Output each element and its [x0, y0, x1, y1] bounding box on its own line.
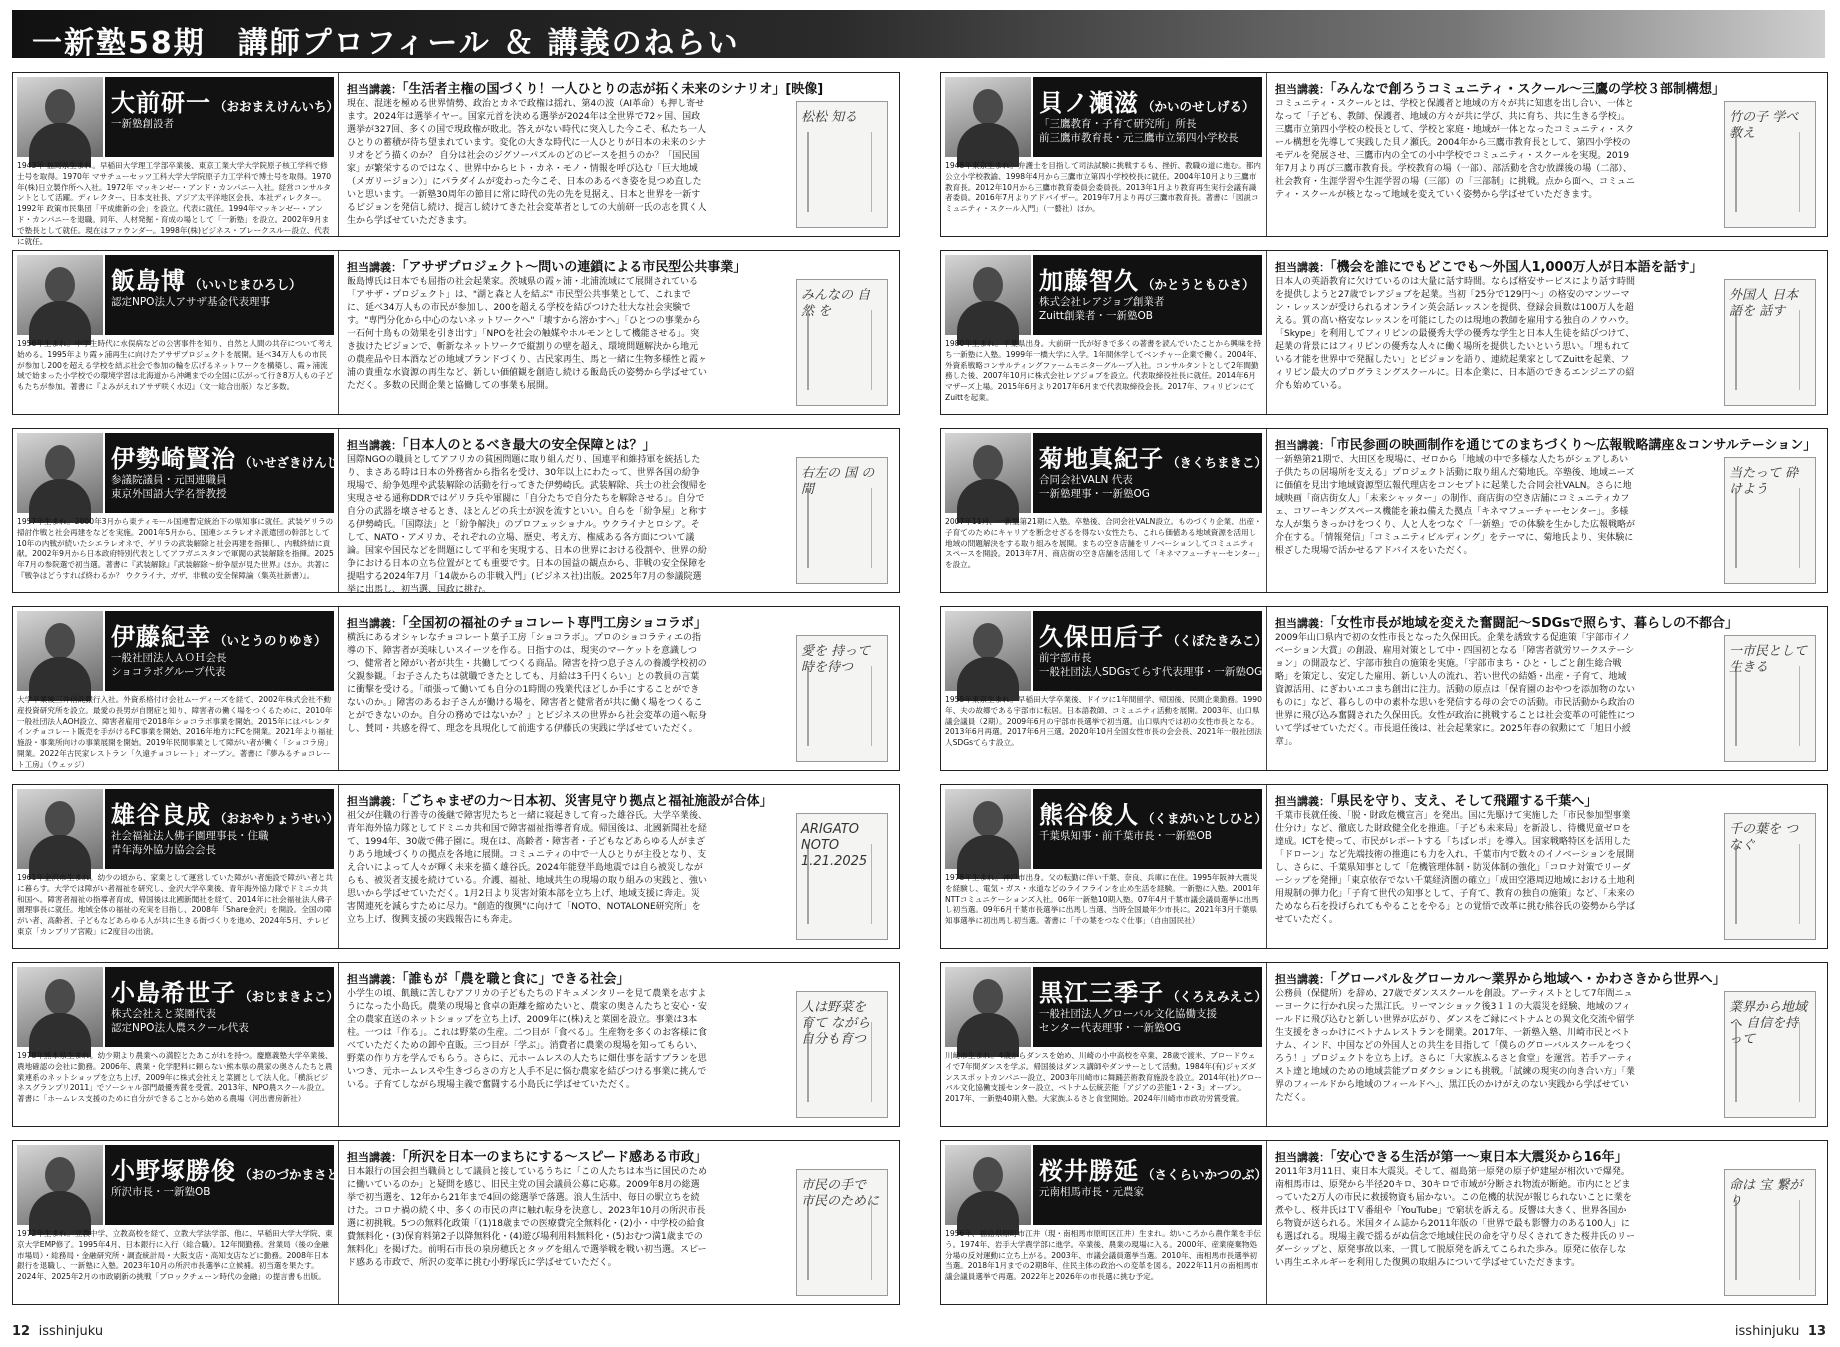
name-text: 飯島博 — [111, 267, 186, 295]
name-text: 貝ノ瀬滋 — [1039, 89, 1139, 117]
page-number-right: 13 — [1807, 1324, 1826, 1339]
lecture-title — [347, 790, 895, 809]
name-reading: （おおやりょうせい） — [214, 811, 340, 826]
lecturer-name — [111, 973, 339, 1008]
name-box — [1033, 611, 1268, 691]
portrait-head-shape — [45, 445, 75, 481]
portrait-photo — [17, 789, 103, 869]
lecture-description: 日本銀行の国会担当職員として議員と接しているうちに「この人たちは本当に国民のために働いているのか」と疑問を感じ、旧民主党の国会議員公募に応募。2009年8月の総選挙で初当選を、12年から21年まで4回の総選挙で落選。浪人生活中、毎日の駅立ちを続けた。コロナ禍の続く中、多くの市民の声に触れ転身を決意し、2023年10月の所沢市長選に初挑戦。5つの無料化政策「(1)18歳までの医療費完全無料化・(2)小・中学校の給食費無料化・(3)保育料第2子以降無料化・(4)遊び場利用料無料化・(5)おむつ満1歳までの無料化」を掲げた。前明石市長の泉房穂氏とタッグを組んで選挙戦を戦い初当選。スピード感ある市政で、所沢の変革に挑む小野塚氏に学ばせていただく。 — [347, 1167, 708, 1268]
lecturer-bio: 大学卒業後三井信託銀行入社。外資系格付け会社ムーディーズを経て、2002年株式会社不動産投資研究所を設立。最愛の長男が自閉症と知り、障害者の働く場をつくるために、2010年一般社団法人AOH設立、障害者雇用で2018年ショコラボ事業を開始。2015年にはバレンタインチョコレート販売を手がけるFC事業を開始、2016年地方にFCを開業。2021年より福祉施設・事業所向けの事業展開を開始。2019年民間事業として障がい者が働く「ショコラ房」開業。2022年古民家レストラン「久遠チョコレート」オープン。著書に『夢みるチョコレート工房』（ウェッジ） — [17, 695, 333, 769]
lecture-title-text: 「全国初の福祉のチョコレート専門工房ショコラボ」 — [402, 616, 707, 631]
lecture-section — [343, 963, 898, 1126]
signature-ink-mark — [807, 488, 872, 568]
lecture-label: 担当講義： — [1275, 1151, 1330, 1164]
name-reading: （いせざきけんじ） — [239, 455, 352, 470]
lecture-section — [1271, 963, 1826, 1126]
handwritten-message: 竹の子 学べ 教え — [1729, 110, 1799, 141]
lecturer-role: 所沢市長・一新塾OB — [111, 1186, 211, 1198]
profile-section — [941, 1141, 1267, 1304]
name-reading: （おおまえけんいち） — [214, 99, 340, 114]
lecture-title — [1275, 612, 1823, 631]
portrait-photo — [17, 1145, 103, 1225]
handwritten-message: 松松 知る — [801, 110, 858, 125]
lecturer-bio: 1955年東京生まれ。早稲田大学卒業後、ドイツに1年間留学、帰国後、民間企業勤務。1990年、夫の故郷である宇部市に転居。日本語教師、コミュニティ活動を展開。2003年、山口県議会議員（2期）。2009年6月の宇部市長選挙で初当選。山口県内では初の女性市長となる。2013年6月再選。2017年6月三選。2020年10月全国女性市長の会会長、2021年一般社団法人SDGsてらす設立。 — [945, 695, 1262, 748]
name-reading: （かとうともひさ） — [1142, 277, 1255, 292]
lecture-title-text: 「安心できる生活が第一～東日本大震災から16年」 — [1330, 1150, 1628, 1165]
lecture-title — [1275, 256, 1823, 275]
lecture-title — [347, 256, 895, 275]
name-box — [105, 967, 340, 1047]
role-block — [111, 473, 227, 501]
profile-card — [940, 606, 1828, 771]
name-box — [105, 611, 334, 691]
name-reading: （おのづかまさとし） — [239, 1167, 365, 1182]
lecturer-role: センター代表理事・一新塾OG — [1039, 1022, 1181, 1034]
signature-ink-mark — [1735, 844, 1800, 924]
footer-left — [12, 1324, 103, 1339]
handwritten-message-card — [796, 635, 888, 762]
profile-card — [12, 606, 900, 771]
profile-card — [12, 784, 900, 949]
lecture-description: 横浜にあるオシャレなチョコレート菓子工房「ショコラボ」。プロのショコラティエの指導の下、障害者が美味しいスイーツを作る。日指すのは、現実のマーケットを意識しつつ、健常者と障がい者が共生・共働してつくる商品。障害を持つ息子さんの養護学校初の父親参観。「お子さんたちは就職できたとしても、月給は3千円くらい」との教員の言葉に衝撃を受ける。「頑張って働いても自分の1時間の残業代ほどしか手にすることができないのか。」障害のあるお子さんが働ける場を、障害者と健常者が共に働く場をつくることができないのか。自分の務めではないか？」とビジネスの世界から社会変革の道へ転身し、賛同・共感を得て、理念を具現化して前進する伊藤氏の実践に学ばせていただく。 — [347, 633, 707, 734]
handwritten-message: 一市民として 生きる — [1729, 644, 1808, 675]
lecture-section — [343, 251, 898, 414]
handwritten-message: 愛を 持って 時を待つ — [801, 644, 871, 675]
profile-card — [940, 962, 1828, 1127]
portrait-head-shape — [973, 801, 1003, 837]
profile-section — [13, 73, 340, 246]
lecture-title-text: 「誰もが「農を職と食に」できる社会」 — [402, 972, 630, 987]
lecturer-bio: 1961年金沢市生まれ。幼少の頃から、家業として運営していた障がい者施設で障がい者と共に暮らす。大学では障がい者福祉を研究し、金沢大学卒業後、青年海外協力隊でドミニカ共和国へ。障害者福祉の指導者育成、帰国後は北國新聞社を経て、2014年に社会福祉法人佛子園理事長に就任。地域全体の福祉の充実を目指し、2008年「Share金沢」を開設。全国の障がい者、高齢者、子どもなどあらゆる人が共に生きる街づくりを進め、2024年5月、テレビ東京「カンブリア宮殿」に2度目の出演。 — [17, 873, 333, 936]
lecture-label: 担当講義： — [1275, 617, 1330, 630]
name-reading: （くまがいとしひと） — [1142, 811, 1268, 826]
lecturer-bio: 1978年生まれ。神戸市出身。父の転勤に伴い千葉、奈良、兵庫に在住。1995年阪神大震災を経験し、電気・ガス・水道などのライフラインを止め生活を経験。一新塾に入塾。2001年NTTコミュニケーションズ入社。06年一新塾10期入塾。07年4月千葉市議会議員選挙に出馬し初当選。09年6月千葉市長選挙に出馬し当選、当時全国最年少市長に。2021年3月千葉県知事選挙に初出馬し初当選。著書に「千の葉をつなぐ仕事」（自由国民社） — [945, 873, 1260, 926]
page-title: 一新塾58期 講師プロフィール ＆ 講義のねらい — [32, 26, 740, 61]
footer-right — [1735, 1324, 1826, 1339]
signature-ink-mark — [807, 1022, 872, 1102]
lecturer-role: 合同会社VALN 代表 — [1039, 474, 1133, 486]
lecturer-bio: 1948年東京生まれ。弁護士を目指して司法試験に挑戦するも、挫折、教職の道に進む。都内公立小学校教諭、1998年4月から三鷹市立第四小学校校長に就任。2004年10月より三鷹市教育長。2012年10月から三鷹市教育委員会委員長。2013年1月より教育再生実行会議有識者委員。2016年7月よりアドバイザー。2019年7月より再び三鷹市教育長。著書に「図説コミュニティ・スクール入門」（一藝社）ほか。 — [945, 161, 1261, 214]
lecture-description: 千葉市長就任後、「脱・財政危機宣言」を発出。国に先駆けて実施した「市民参加型事業仕分け」など、徹底した財政健全化を推進。「子ども未来局」を新設し、待機児童ゼロを達成。ICTを使って、市民がレポートする「ちばレポ」を導入。国家戦略特区を活用した「ドローン」など先端技術の推進にも力を入れ、千葉市内で数々のイノベーションを展開し、さらに、千葉県知事として「危機管理体制・防災体制の強化」「コロナ対策でリーダーシップを発揮」「東京依存でない千葉経済圏の確立」「成田空港周辺地域における土地利用規制の弾力化」「子育て世代の知事として、子育て、教育の独自の施策」など、「未来のためなら石を投げられてもやることをやる」との覚悟で改革に挑む熊谷氏の姿勢から学ばせていただく。 — [1275, 811, 1636, 925]
lecture-label: 担当講義： — [1275, 261, 1330, 274]
lecture-title-text: 「ごちゃまぜの力～日本初、災害見守り拠点と福祉施設が合体」 — [402, 794, 773, 809]
lecture-section — [343, 1141, 898, 1304]
handwritten-message-card — [1724, 635, 1816, 762]
lecture-section — [343, 429, 898, 595]
lecturer-role: 一新塾創設者 — [111, 118, 174, 130]
lecturer-bio: 1980年生まれ。千葉県出身。大前研一氏が好きで多くの著書を読んでいたことから興味を持ち一新塾に入塾。1999年一橋大学に入学。1年間休学してベンチャー企業で働く。2004年、外資系戦略コンサルティングファームモニターグループ入社。コンサルタントとして2年間勤務した後、2007年10月に株式会社レアジョブを設立。代表取締役社長に就任。2014年6月マザーズ上場。2015年6月より2017年6月まで代表取締役会長。2017年、フィリピンにてZuittを起業。 — [945, 339, 1262, 402]
name-reading: （きくちまきこ） — [1167, 455, 1268, 470]
lecturer-role: 「三鷹教育・子育て研究所」所長 — [1039, 118, 1197, 130]
lecturer-name — [111, 439, 352, 474]
lecture-description: 日本人の英語教育に欠けているのは大量に話す時間。ならば格安サービスにより話す時間を提供しようと27歳でレアジョブを起業。当初「25分で129円～」の格安のマンツーマン・レッスンが受けられるオンライン英会話レッスンを提供、登録会員数は100万人を超える。質の高い格安なレッスンを可能にしたのは現地の教師を雇用する独自のノウハウ。「Skype」を利用してフィリピンの最優秀大学の優秀な学生と日本人生徒を結びつけて、起業の背景にはフィリピンの優秀な人々に働く場所を提供したいという思い。「埋もれている才能を世界中で発掘したい」とビジョンを語り、連続起業家としてZuittを起業、フィリピン最大のプログラミングスクールに。日本企業に、日本語のできるエンジニアの紹介も始めている。 — [1275, 277, 1636, 391]
lecturer-role: 認定NPO法人農スクール代表 — [111, 1022, 249, 1034]
name-reading: （かいのせしげる） — [1142, 99, 1255, 114]
name-text: 小島希世子 — [111, 979, 236, 1007]
lecturer-name — [111, 1151, 364, 1186]
role-block — [111, 1007, 249, 1035]
role-block — [1039, 295, 1164, 323]
lecture-label: 担当講義： — [347, 261, 402, 274]
portrait-photo — [945, 967, 1031, 1047]
profile-card — [12, 428, 900, 593]
portrait-photo — [945, 77, 1031, 157]
portrait-head-shape — [45, 267, 75, 303]
lecture-title-text: 「日本人のとるべき最大の安全保障とは？」 — [402, 438, 656, 453]
lecture-label: 担当講義： — [347, 439, 402, 452]
lecturer-bio: 1956年、福島県原町市江井（現・南相馬市原町区江井）生まれ。幼いころから農作業を手伝う。1974年、岩手大学農学部に進学。卒業後、農業の現場に入る。2000年、産業廃棄物処分場の反対運動に立ち上がる。2003年、市議会議員選挙当選。2010年、南相馬市長選挙初当選。2018年1月までの2期8年、住民主体の政治への変革を図る。2022年11月の南相馬市議会議員選挙で再選。2022年と2026年の市長選に挑む予定。 — [945, 1229, 1261, 1282]
lecturer-role: Zuitt創業者・一新塾OB — [1039, 310, 1153, 322]
profile-section — [13, 607, 339, 770]
handwritten-message: 千の葉を つなぐ — [1729, 822, 1799, 853]
role-block — [111, 829, 269, 857]
handwritten-message-card — [1724, 1169, 1816, 1296]
lecturer-bio: 1972年生まれ。立教中学、立教高校を経て、立教大学法学部、他に、早稲田大学大学院、東京大学EMP修了。1995年4月、日本銀行に入行（総合職）。12年間勤務。営業局（後の金融市場局）・総務局・金融研究所・調査統計局・大阪支店・高知支店などに勤務。2008年日本銀行を退職し、一新塾に入塾。2023年10月の所沢市長選挙に立候補。初当選を果たす。2024年、2025年2月の市政刷新の挑戦「ブロックチェーン時代の金融」の提言書も出版。 — [17, 1229, 333, 1282]
portrait-head-shape — [45, 1157, 75, 1193]
profile-card — [12, 72, 900, 246]
profile-card — [940, 784, 1828, 949]
lecture-description: 2009年山口県内で初の女性市長となった久保田氏。企業を誘致する促進策「宇部市イノベーション大賞」の創設、雇用対策として中・四国初となる「障害者就労ワークステーション」の開設など、宇部市独自の施策を実施。「宇部市まち・ひと・しごと創生総合戦略」を策定し、安定した雇用、新しい人の流れ、若い世代の結婚・出産・子育て、地域資源活用、にぎわいエコまち創出に注力。活動の原点は「保育園のおやつを添加物のないものに」など、暮らしの中の素朴な思いを発信する母の会での活動。市民活動から政治の世界に飛び込み奮闘された久保田氏。女性が政治に挑戦することは社会変革の可能性について学ばせていただく。市長退任後は、社会起業家に。2025年春の叙勲にて「旭日小綬章」。 — [1275, 633, 1636, 747]
lecture-section — [1271, 785, 1826, 948]
lecturer-role: 千葉県知事・前千葉市長・一新塾OB — [1039, 830, 1212, 842]
name-box — [1033, 967, 1268, 1047]
lecture-label: 担当講義： — [347, 795, 402, 808]
profile-section — [941, 73, 1267, 236]
portrait-photo — [17, 967, 103, 1047]
profile-card — [940, 428, 1828, 593]
signature-ink-mark — [1735, 1200, 1800, 1280]
profile-section — [13, 1141, 365, 1304]
handwritten-message-card — [796, 813, 888, 940]
profile-section — [941, 251, 1267, 414]
portrait-photo — [17, 77, 103, 157]
name-box — [105, 433, 352, 513]
lecture-section — [343, 785, 898, 948]
lecture-title-text: 「所沢を日本一のまちにする～スピード感ある市政」 — [402, 1150, 707, 1165]
lecture-section — [343, 607, 898, 770]
signature-ink-mark — [1735, 132, 1800, 212]
lecturer-role: 一般社団法人ＡＯＨ会長 — [111, 652, 227, 664]
name-reading: （いとうのりゆき） — [214, 633, 327, 648]
lecture-section — [1271, 429, 1826, 592]
handwritten-message: 市民の手で 市民のために — [801, 1178, 880, 1209]
lecturer-role: 参議院議員・元国連職員 — [111, 474, 227, 486]
lecturer-role: 株式会社えと菜園代表 — [111, 1008, 216, 1020]
lecture-title — [347, 434, 895, 453]
profile-card — [940, 72, 1828, 237]
lecturer-role: 株式会社レアジョブ創業者 — [1039, 296, 1165, 308]
lecture-title — [347, 78, 895, 97]
lecturer-bio: 川崎市生まれ。4歳からダンスを始め、川崎の小中高校を卒業、28歳で渡米、ブロードウェイで7年間ダンスを学ぶ。帰国後はダンス講師やダンサーとして活動。1984年(有)ジャズダンススポットカンパニー設立、2003年川崎市に舞踊芸術教育施設を設立。2014年(社)グローバル文化協働支援センター設立、ベトナム伝統芸能「アジアの芸能1・2・3」オープン。2017年、一新塾40期入塾。大家族ふるさと食堂開始。2024年川崎市市政功労賞受賞。 — [945, 1051, 1262, 1104]
lecture-label: 担当講義： — [347, 1151, 402, 1164]
lecturer-name — [1039, 439, 1267, 474]
portrait-head-shape — [973, 979, 1003, 1015]
handwritten-message-card — [796, 991, 888, 1118]
lecture-description: 公務員（保健所）を辞め、27歳でダンススクールを創設。アーティストとして7年間ニューヨークに行かれ戻った黒江氏。リーマンショック後3１１の大震災を経験、地域のフィールドに飛び込むと新しい世界が広がり、ダンスをご縁にベトナムとの異文化交流や留学生支援をきっかけにベトナムレストランを開業。2017年、一新塾入塾、川崎市民とベトナム、インド、中国などの外国人との共生を目指して「僕らのグローバルスクールをつくろう！」プロジェクトを立ち上げ。さらに「大家族ふるさと食堂」を運営。若手アーティスト達と地域のための地域芸能プロダクションにも挑戦。「試練の現実の向き合い方」「業界のフィールドから地域のフィールドへ」、黒江氏のかけがえのない実践から学ばせていただく。 — [1275, 989, 1635, 1103]
lecture-label: 担当講義： — [1275, 973, 1330, 986]
lecture-description: 国際NGOの職員としてアフリカの貧困問題に取り組んだり、国連平和維持軍を統括したり、まさある時は日本の外務省から指名を受け、30年以上にわたって、世界各国の紛争現場で、紛争処理や武装解除の活動を行ってきた伊勢崎氏。武装解除、兵士の社会復帰を実現させる通称DDRではゲリラ兵や軍閥に「自分たちで自分たちを解除させる」。自分で自分の武器を壊させるとき、ほとんどの兵士が涙を流すといい。自らを「紛争屋」と称する伊勢崎氏。「国際法」と「紛争解決」のプロフェッショナル。ウクライナとロシア。そして、NATO・アメリカ、それぞれの立場、歴史、考え方、権威ある各方面について議論。国家や国民などを問題にして平和を実現する、日本の世界における役割や、世界の紛争における日本の立ち位置がとても重要です。日本の国益の観点から、非戦の安全保障を提唱する2024年7月「14歳からの非戦入門」(ビジネス社)出版。2025年7月の参議院選挙に出馬し、初当選、国政に挑む。 — [347, 455, 707, 595]
lecture-section — [343, 73, 898, 236]
profile-section — [941, 429, 1267, 592]
lecture-title — [1275, 968, 1823, 987]
portrait-photo — [17, 433, 103, 513]
lecture-section — [1271, 607, 1826, 770]
portrait-photo — [945, 1145, 1031, 1225]
lecturer-name — [1039, 83, 1255, 118]
lecture-title — [1275, 78, 1823, 97]
handwritten-message: みんなの 自然 を — [801, 288, 871, 319]
handwritten-message: 右左の 国 の 間 — [801, 466, 875, 497]
handwritten-message-card — [796, 1169, 888, 1296]
role-block — [1039, 117, 1239, 145]
lecture-label: 担当講義： — [1275, 83, 1330, 96]
signature-ink-mark — [807, 310, 872, 390]
role-block — [111, 651, 227, 679]
signature-ink-mark — [807, 132, 872, 212]
role-block — [1039, 473, 1150, 501]
name-box — [1033, 255, 1262, 335]
lecture-description: 2011年3月11日、東日本大震災。そして、福島第一原発の原子炉建屋が相次いで爆発。南相馬市は、原発から半径20キロ、30キロで市域が分断され物流が断絶。市内にとどまっていた2万人の市民に救援物資も届かない。この危機的状況が報じられないことに業を煮やし、桜井氏はＴＶ番組や「YouTube」で窮状を訴える。反響は大きく、世界各国から物資が送られる。米国タイム誌から2011年版の「世界で最も影響力のある100人」にも選ばれる。現場主義で揺るがぬ信念で地域住民の命を守り尽くされてきた桜井氏のリーダーシップと、原発事故以来、一貫して脱原発を訴えてこられた歩み。原発に依存しない再生エネルギーを利用した復興の取組みについて学ばせていただきます。 — [1275, 1167, 1636, 1268]
role-block — [111, 295, 270, 309]
profile-card — [940, 1140, 1828, 1305]
page-number-left: 12 — [12, 1324, 31, 1339]
portrait-head-shape — [973, 1157, 1003, 1193]
lecturer-bio: 1956年生まれ。中学生時代に水俣病などの公害事件を知り、自然と人間の共存について考え始める。1995年より霞ヶ浦再生に向けたアサザプロジェクトを展開。延べ34万人もの市民が参加し200を超える学校を結ぶ社会で参加の輪を広げるネットワークを構築し、霞ヶ浦流域で始まった小学校での環境学習は北海道から沖縄までの全国に広がって行き8万人もの子どもたちが参加。著書に『よみがえれアサザ咲く水辺』（文一総合出版）など多数。 — [17, 339, 334, 392]
lecture-label: 担当講義： — [347, 617, 402, 630]
role-block — [1039, 829, 1212, 843]
lecture-description: コミュニティ・スクールとは、学校と保護者と地域の方々が共に知恵を出し合い、一体となって「子ども、教師、保護者、地域の方々が共に学び、共に育ち、共に生きる学校」。三鷹市立第四小学校の校長として、学校と家庭・地域が一体となったコミュニティ・スクール構想を先導して実践した貝ノ瀬氏。2004年から三鷹市教育長として、第四小学校のモデルを発展させ、三鷹市内の全ての小中学校でコミュニティ・スクールを実現。2019年7月より再び三鷹市教育長。学校教育の場（一部）、部活動を含む放課後の場（二部）、社会教育・生涯学習や生涯学習の場（三部）の「三部制」に挑戦。点から面へ、コミュニティ・スクールが核となって地域を変えていく姿勢から学ばせていただきます。 — [1275, 99, 1635, 200]
profile-card — [940, 250, 1828, 415]
portrait-head-shape — [973, 445, 1003, 481]
lecture-title — [347, 1146, 895, 1165]
lecturer-name — [1039, 617, 1267, 652]
lecture-title-text: 「グローバル＆グローカル～業界から地域へ・かわさきから世界へ」 — [1330, 972, 1726, 987]
portrait-head-shape — [45, 801, 75, 837]
name-text: 黒江三季子 — [1039, 979, 1164, 1007]
portrait-head-shape — [45, 623, 75, 659]
lecture-title-text: 「生活者主権の国づくり！一人ひとりの志が拓く未来のシナリオ」[映像] — [402, 82, 824, 97]
lecture-title-text: 「アサザプロジェクト～問いの連鎖による市民型公共事業」 — [402, 260, 747, 275]
lecturer-name — [111, 795, 339, 830]
name-reading: （くぼたきみこ） — [1167, 633, 1268, 648]
portrait-head-shape — [45, 89, 75, 125]
name-box — [105, 789, 340, 869]
lecture-title — [1275, 434, 1823, 453]
name-reading: （さくらいかつのぶ） — [1142, 1167, 1268, 1182]
lecture-title-text: 「機会を誰にでもどこでも～外国人1,000万人が日本語を話す」 — [1330, 260, 1703, 275]
handwritten-message-card — [1724, 457, 1816, 584]
lecturer-name — [111, 83, 339, 118]
name-text: 雄谷良成 — [111, 801, 211, 829]
brand-right: isshinjuku — [1734, 1324, 1800, 1339]
lecture-title-text: 「みんなで創ろうコミュニティ・スクール～三鷹の学校３部制構想」 — [1330, 82, 1725, 97]
profile-card — [12, 250, 900, 415]
lecture-label: 担当講義： — [347, 83, 402, 96]
lecturer-bio: 2007年11月、一新塾第21期に入塾。卒塾後、合同会社VALN設立。ものづくり企業、出産・子育てのためにキャリアを断念せざるを得ない女性たち、これら価値ある地域資源を活用し地域の問題解決をする取り組みを展開。まちの空き店舗をリノベーションしてコミュニティスペースを開設。2013年7月、商店街の空き店舗を活用して「キネマフューチャーセンター」を設立。 — [945, 517, 1262, 570]
lecture-description: 現在、混迷を極める世界情勢、政治とカネで政権は揺れ、第4の波（AI革命）も押し寄せます。2024年は選挙イヤー。国家元首を決める選挙が2024年は全世界で72ヶ国、国政選挙が327回、多くの国で現政権が敗北。答えがない時代に突入した今こそ、私たち一人ひとりの蓄積が待ち望まれています。変化の大きな時代に一人ひとりが日本の未来のシナリオをどう描くのか？ 自分は社会のジグソーパズルのどのピースを担うのか？「国民国家」が繁栄するのではなく、世界中からヒト・カネ・モノ・情報を呼び込む「巨大地域（メガリージョン）」にパラダイムが変わった今こそ、日本のあるべき姿を見つめ直したいと思います。一新塾30周年の節目に常に時代の先の先を見据え、日本と世界を一新するビジョンを発信し続け、提言し続けてきた社会変革者としての大前研一氏の志を貫く人生から学ばせていただきます。 — [347, 99, 707, 226]
lecture-label: 担当講義： — [1275, 439, 1330, 452]
lecture-label: 担当講義： — [1275, 795, 1330, 808]
lecturer-role: 青年海外協力協会会長 — [111, 844, 216, 856]
lecturer-bio: 1943年 福岡県生まれ。早稲田大学理工学部卒業後、東京工業大学大学院原子核工学科で修士号を取得。1970年 マサチューセッツ工科大学大学院原子力工学科で博士号を取得。1970年(株)日立製作所へ入社。1972年 マッキンゼー・アンド・カンパニー入社。経営コンサルタントとして活躍。ディレクター、日本支社長、アジア太平洋地区会長、本社ディレクター。1992年 政策市民集団「平成維新の会」を設立。代表に就任。1994年マッキンゼー・アンド・カンパニーを退職。同年、人材発掘・育成の場として「一新塾」を設立。2002年9月まで塾長として就任。現在はファウンダー。1998年(株)ビジネス・ブレークスルー設立、代表に就任。 — [17, 161, 332, 246]
handwritten-message-card — [796, 457, 888, 584]
lecturer-role: 一新塾理事・一新塾OG — [1039, 488, 1150, 500]
signature-ink-mark — [1735, 488, 1800, 568]
portrait-photo — [17, 611, 103, 691]
portrait-head-shape — [973, 89, 1003, 125]
profile-section — [941, 785, 1267, 948]
signature-ink-mark — [807, 844, 872, 924]
name-text: 桜井勝延 — [1039, 1157, 1139, 1185]
profile-section — [13, 785, 339, 948]
name-text: 伊藤紀幸 — [111, 623, 211, 651]
portrait-head-shape — [45, 979, 75, 1015]
profile-section — [941, 963, 1267, 1126]
handwritten-message: 人は野菜を 育て ながら 自分も育つ — [801, 1000, 871, 1047]
name-box — [105, 77, 340, 157]
lecturer-role: 認定NPO法人アサザ基金代表理事 — [111, 296, 270, 308]
handwritten-message: 命は 宝 繋がり — [1729, 1178, 1803, 1209]
signature-ink-mark — [1735, 1022, 1800, 1102]
brand-left: isshinjuku — [38, 1324, 104, 1339]
lecture-section — [1271, 251, 1826, 414]
name-box — [1033, 433, 1268, 513]
profile-section — [13, 429, 352, 592]
lecturer-name — [1039, 973, 1267, 1008]
lecture-description: 祖父が住職の行善寺の後継で障害児たちと一緒に寝起きして育った雄谷氏。大学卒業後、青年海外協力隊としてドミニカ共和国で障害福祉指導者育成。帰国後は、北國新聞社を経て、1994年、30歳で佛子園に。現在は、高齢者・障害者・子どもなどあらゆる人がまざりあう地域づくりの拠点を各地に展開。コミュニティの中で一人ひとりが主役となり、支え合いによって人々が輝く未来を描く雄谷氏。2024年能登半島地震では自ら被災しながらも、被災者支援を続けている。介護、福祉、地域共生の現場の取り組みの実践と、強い思いから学ばせていただく。1月2日より災害対策本部を立ち上げ、地域支援に奔走。災害関連死を減らすために尽力。"創造的復興"に向けて「NOTO、NOTALONE研究所」を立ち上げ、復興支援の実践報告にも奔走。 — [347, 811, 708, 925]
lecture-title — [347, 968, 895, 987]
lecture-section — [1271, 1141, 1826, 1304]
lecturer-name — [1039, 261, 1255, 296]
page-title-banner — [12, 10, 1825, 61]
name-box — [105, 1145, 365, 1225]
name-text: 大前研一 — [111, 89, 211, 117]
lecturer-role: 前三鷹市教育長・元三鷹市立第四小学校長 — [1039, 132, 1239, 144]
handwritten-message-card — [1724, 991, 1816, 1118]
portrait-head-shape — [973, 267, 1003, 303]
signature-ink-mark — [807, 666, 872, 746]
role-block — [111, 117, 174, 131]
lecturer-name — [111, 261, 302, 296]
lecturer-bio: 1978年熊本県生まれ。幼少期より農業への満腔とたあこがれを持つ。慶應義塾大学卒業後、農地確認の会社に勤務。2006年、農業・化学肥料に頼らない熊本県の農家の奥さんたちと農業連系のネットショップを立ち上げ、2009年に株式会社えと菜園として法人化。「横浜ビジネスグランプリ2011」でソーシャル部門最優秀賞を受賞。2013年、NPO農スクール設立。著書に「ホームレス支援のために自分ができることから始める農場（河出書房新社） — [17, 1051, 333, 1104]
name-box — [1033, 789, 1268, 869]
role-block — [1039, 1007, 1217, 1035]
handwritten-message-card — [796, 101, 888, 228]
lecture-title — [1275, 1146, 1823, 1165]
lecture-description: 飯島博氏は日本でも屈指の社会起業家。茨城県の霞ヶ浦・北浦流域にて展開されている「アサザ・プロジェクト」は、"湖と森と人を結ぶ" 市民型公共事業として、これまでに、延べ34万人もの市民が参加し、200を超える学校を結びつけた壮大な社会実験です。"専門分化から中心のないネットワークへ"「壊すから溶かすへ」「ひとつの事業から一石何十鳥もの効果を引き出す」「NPOを社会の触媒やホルモンとして機能させる」。突き抜けたビジョンで、斬新なネットワークで縦割りの壁を超え、環境問題解決から地元の農産品や日本酒などの地域ブランドづくり、古民家再生、馬と一緒に生物多様性と霞ヶ浦の貴重な水資源の再生など、新しい価値観を創造し続ける飯島氏の姿勢から学ばせていただく。多数の民間企業と協働しての事業も展開。 — [347, 277, 708, 391]
lecture-title — [347, 612, 895, 631]
lecture-section — [1271, 73, 1826, 236]
name-reading: （いいじまひろし） — [189, 277, 302, 292]
handwritten-message: 外国人 日本語を 話す — [1729, 288, 1799, 319]
signature-ink-mark — [807, 1200, 872, 1280]
handwritten-message-card — [1724, 101, 1816, 228]
lecturer-bio: 1957年生まれ。2000年3月から東ティモール国連暫定統治下の県知事に就任。武装ゲリラの掃討作戦と社会再建をなどを実施。2001年5月から、国連シエラレオネ派遣団の幹部として10年の内戦が続いたシエラレオネで、ゲリラの武装解除と社会再建を指揮し、内戦終結に貢献。2002年9月から日本政府特別代表としてアフガニスタンで軍閥の武装解除を指揮。2025年7月の参院選で初当選。著書に『武装解除』『武装解除～紛争屋が見た世界』ほか。共著に『戦争はどうすれば終わるか？ ウクライナ、ガザ、非戦の安全保障論（集英社新書）』。 — [17, 517, 334, 580]
lecturer-role: 前宇部市長 — [1039, 652, 1092, 664]
portrait-head-shape — [973, 623, 1003, 659]
lecture-title-text: 「女性市長が地域を変えた奮闘記～SDGsで照らす、暮らしの不都合」 — [1330, 616, 1739, 631]
name-text: 熊谷俊人 — [1039, 801, 1139, 829]
lecture-title — [1275, 790, 1823, 809]
portrait-photo — [945, 611, 1031, 691]
lecture-description: 小学生の頃、飢餓に苦しむアフリカの子どもたちのドキュメンタリーを見て農業を志すようになった小島氏。農業の現場と食卓の距離を縮めたいと、農家の奥さんたちと安心・安全の農家直送のネットショップを立ち上げ、2009年に(株)えと菜園を設立。事業は3本柱。一つは「作る」。これは野菜の生産。二つ目が「食べる」。生産物を多くのお客様に食べていただくための卸や直販。三つ目が「学ぶ」。消費者に農業の現場を知ってもらい、野菜の作り方を学んでもらう。さらに、元ホームレスの人たちに畑仕事を話すプランを思いつき、元ホームレスや生きづらさの方と人手不足に悩む農家を結びつける事業に挑んでいる。子育てしながら現場主義で奮闘する小島氏に学ばせていただく。 — [347, 989, 708, 1090]
lecturer-role: 一般社団法人SDGsてらす代表理事・一新塾OG — [1039, 666, 1263, 678]
profile-card — [12, 1140, 900, 1305]
name-text: 小野塚勝俊 — [111, 1157, 236, 1185]
name-box — [105, 255, 334, 335]
lecturer-role: 社会福祉法人佛子園理事長・住職 — [111, 830, 269, 842]
profile-section — [13, 251, 339, 414]
lecturer-name — [1039, 1151, 1267, 1186]
name-reading: （くろえみえこ） — [1167, 989, 1268, 1004]
lecturer-role: 東京外国語大学名誉教授 — [111, 488, 227, 500]
handwritten-message: 業界から地域へ 自信を持って — [1729, 1000, 1808, 1047]
name-text: 加藤智久 — [1039, 267, 1139, 295]
portrait-photo — [17, 255, 103, 335]
handwritten-message-card — [1724, 813, 1816, 940]
handwritten-message-card — [1724, 279, 1816, 406]
lecture-title-text: 「市民参画の映画制作を通じてのまちづくり～広報戦略講座＆コンサルテーション」 — [1330, 438, 1817, 453]
signature-ink-mark — [1735, 666, 1800, 746]
lecturer-role: ショコラボグループ代表 — [111, 666, 226, 678]
role-block — [1039, 651, 1262, 679]
name-box — [1033, 77, 1262, 157]
portrait-photo — [945, 789, 1031, 869]
role-block — [1039, 1185, 1144, 1199]
profile-card — [12, 962, 900, 1127]
handwritten-message-card — [796, 279, 888, 406]
name-text: 菊地真紀子 — [1039, 445, 1164, 473]
portrait-photo — [945, 255, 1031, 335]
lecturer-role: 元南相馬市長・元農家 — [1039, 1186, 1144, 1198]
lecturer-name — [1039, 795, 1267, 830]
lecturer-name — [111, 617, 327, 652]
name-text: 久保田后子 — [1039, 623, 1164, 651]
lecturer-role: 一般社団法人グローバル文化協働支援 — [1039, 1008, 1217, 1020]
lecture-title-text: 「県民を守り、支え、そして飛躍する千葉へ」 — [1330, 794, 1598, 809]
portrait-photo — [945, 433, 1031, 513]
lecture-label: 担当講義： — [347, 973, 402, 986]
signature-ink-mark — [1735, 310, 1800, 390]
name-box — [1033, 1145, 1268, 1225]
profile-section — [13, 963, 339, 1126]
name-reading: （おじまきよこ） — [239, 989, 340, 1004]
profile-section — [941, 607, 1267, 770]
handwritten-message: 当たって 砕けよう — [1729, 466, 1799, 497]
handwritten-message: ARIGATO NOTO 1.21.2025 — [801, 822, 868, 869]
lecture-description: 一新塾第21期で、大田区を現場に、ゼロから「地域の中で多様な人たちがシェアしあい子供たちの居場所を支える」プロジェクト活動に取り組んだ菊地氏。卒塾後、地域ニーズに価値を見出す地域資源型広報代理店をコンセプトに起業した合同会社VALN。さらに地域映画「商店街女人」「未来シャッター」の制作、商店街の空き店舗にコミュニティカフェ、コワーキングスペース機能を兼ね備えた拠点「キネマフューチャーセンター」。多様な人が集うきっかけをつくり、人と人をつなぐ「一新塾」での体験を生かした広報戦略が介在する。「情報発信」「コミュニティビルディング」をテーマに、菊地氏より、実体験に根ざした現場で活かせるアドバイスをいただく。 — [1275, 455, 1636, 556]
role-block — [111, 1185, 210, 1199]
name-text: 伊勢崎賢治 — [111, 445, 236, 473]
